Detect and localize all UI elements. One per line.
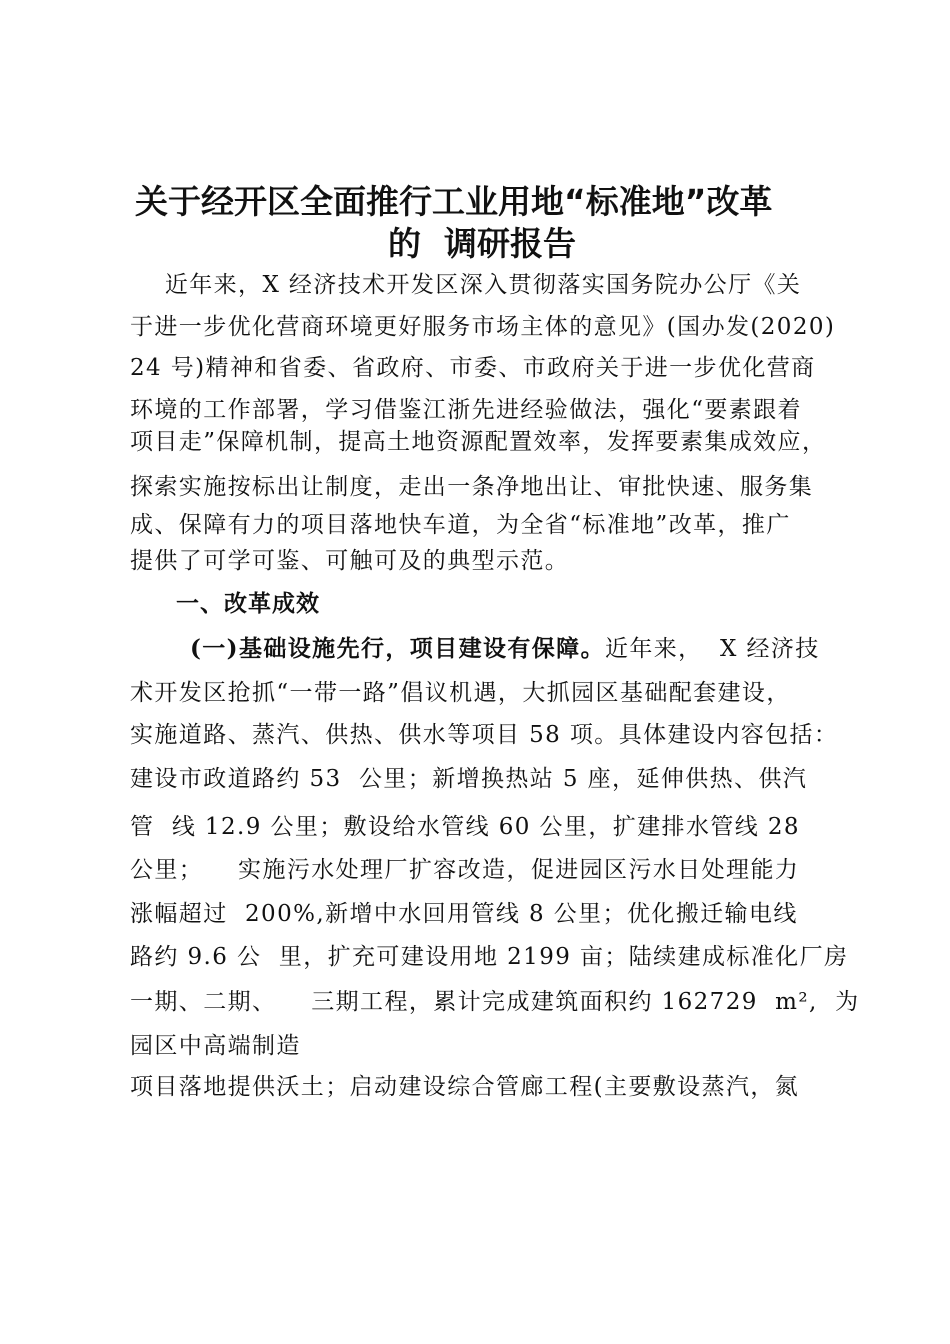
body-line: 园区中高端制造 (130, 1033, 301, 1059)
subsection-lead-line (190, 634, 820, 664)
body-line: 一期、二期、 三期工程，累计完成建筑面积约 162729 m², 为 (130, 989, 860, 1015)
body-line: 建设市政道路约 53 公里；新增换热站 5 座，延伸供热、供汽 (130, 766, 808, 792)
body-line: 公里； 实施污水处理厂扩容改造，促进园区污水日处理能力 (130, 857, 800, 883)
subsection-lead: (一)基础设施先行，项目建设有保障。 (190, 635, 605, 662)
subsection-lead-rest: 近年来， X 经济技 (604, 636, 820, 662)
intro-line: 24 号)精神和省委、省政府、市委、市政府关于进一步优化营商 (130, 355, 816, 381)
intro-line: 环境的工作部署，学习借鉴江浙先进经验做法，强化“要素跟着 (130, 397, 802, 423)
body-line: 涨幅超过 200%,新增中水回用管线 8 公里；优化搬迁输电线 (130, 901, 798, 927)
intro-line: 提供了可学可鉴、可触可及的典型示范。 (130, 548, 570, 574)
body-line: 术开发区抢抓“一带一路”倡议机遇，大抓园区基础配套建设， (130, 680, 791, 706)
section-heading: 一、改革成效 (176, 591, 320, 617)
intro-line: 成、保障有力的项目落地快车道，为全省“标准地”改革，推广 (130, 512, 791, 538)
body-line: 管 线 12.9 公里；敷设给水管线 60 公里，扩建排水管线 28 (130, 814, 800, 840)
document-title-line-1: 关于经开区全面推行工业用地“标准地”改革 (135, 182, 773, 221)
body-line: 路约 9.6 公 里，扩充可建设用地 2199 亩；陆续建成标准化厂房 (130, 944, 849, 970)
intro-line: 项目走”保障机制，提高土地资源配置效率，发挥要素集成效应， (130, 429, 827, 455)
intro-line: 于进一步优化营商环境更好服务市场主体的意见》(国办发(2020) (130, 314, 836, 340)
intro-line: 近年来，X 经济技术开发区深入贯彻落实国务院办公厅《关 (130, 272, 802, 298)
body-line: 项目落地提供沃土；启动建设综合管廊工程(主要敷设蒸汽，氮 (130, 1074, 800, 1100)
intro-line: 探索实施按标出让制度，走出一条净地出让、审批快速、服务集 (130, 474, 814, 500)
document-title-line-2: 的 调研报告 (388, 224, 576, 263)
body-line: 实施道路、蒸汽、供热、供水等项目 58 项。具体建设内容包括： (130, 722, 839, 748)
